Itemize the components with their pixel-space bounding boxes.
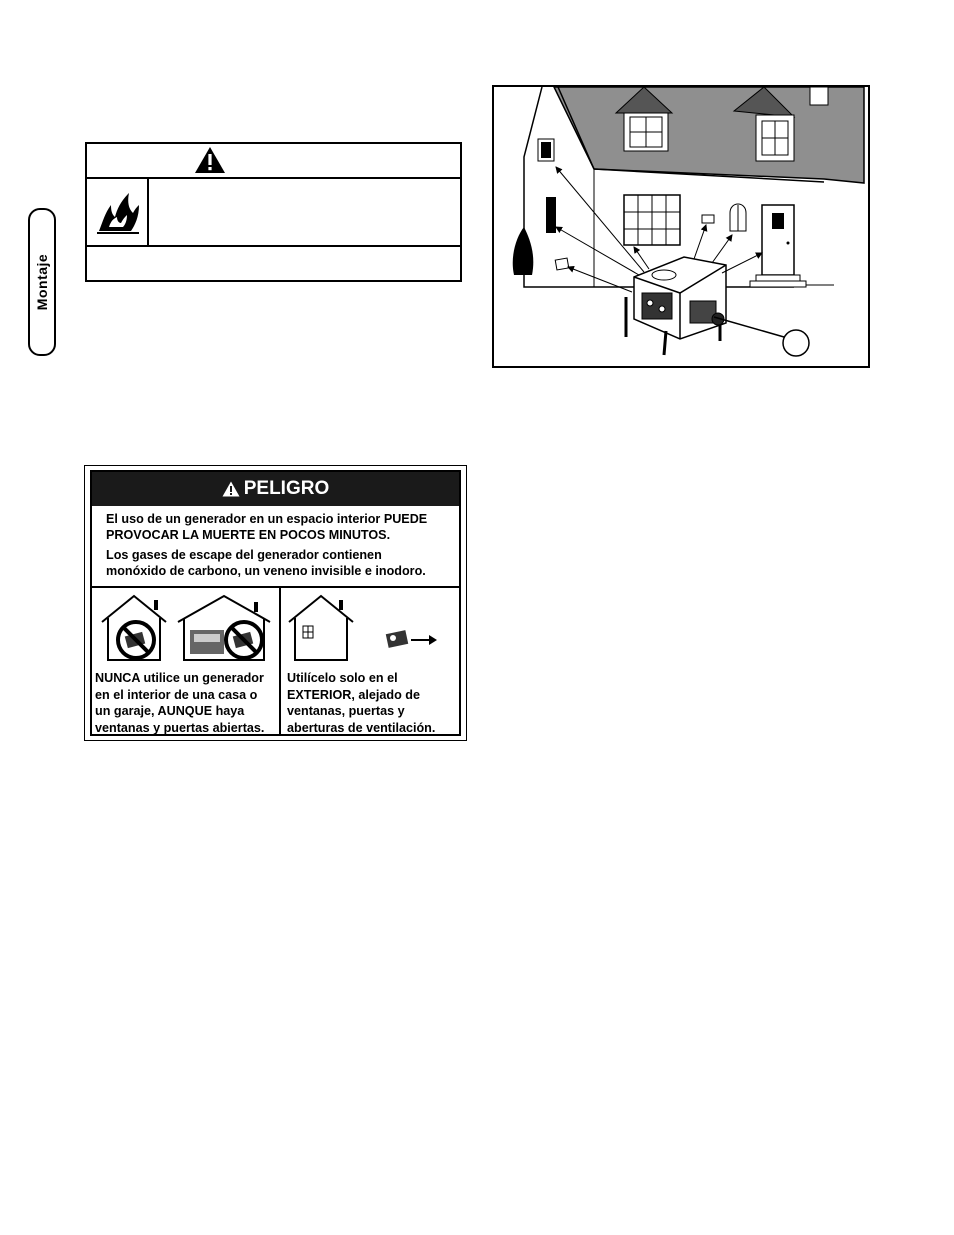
generator-outdoors-arrow-icon — [283, 592, 459, 670]
warning-footer — [87, 245, 460, 247]
danger-label-inner — [90, 470, 461, 736]
danger-label — [84, 465, 467, 741]
danger-intro-line: PROVOCAR LA MUERTE EN POCOS MINUTOS. — [106, 528, 391, 542]
section-tab-label: Montaje — [34, 253, 51, 311]
warning-triangle-icon — [222, 481, 240, 497]
callout-circle — [783, 330, 809, 356]
use-outdoors-panel — [281, 588, 459, 734]
fire-icon-cell — [87, 179, 149, 245]
never-text-line: un garaje, AUNQUE haya — [95, 704, 245, 718]
danger-intro-line: El uso de un generador en un espacio interior PUEDE — [106, 512, 428, 526]
never-text-line: NUNCA utilice un generador — [95, 671, 264, 685]
never-indoors-text — [95, 670, 277, 736]
outside-text-line: EXTERIOR, alejado de — [287, 687, 420, 702]
no-generator-indoors-icon — [94, 592, 280, 670]
danger-title: PELIGRO — [243, 478, 330, 499]
danger-panels — [92, 586, 459, 734]
danger-gas-line: monóxido de carbono, un veneno invisible e inodoro. — [106, 564, 426, 578]
danger-gas-line: Los gases de escape del generador contienen — [106, 548, 382, 562]
never-indoors-panel — [92, 588, 281, 734]
outside-text-line: Utilícelo solo en el — [287, 671, 398, 685]
generator-placement-figure — [492, 85, 870, 368]
fire-warning-box — [85, 142, 462, 282]
outside-text-line: aberturas de ventilación. — [287, 720, 436, 735]
danger-intro — [106, 511, 459, 543]
fire-flame-icon — [95, 187, 141, 235]
warning-header — [87, 144, 460, 179]
never-text-line: ventanas y puertas abiertas. — [95, 720, 265, 735]
house-illustration — [494, 87, 868, 366]
section-tab — [28, 208, 56, 356]
warning-triangle-icon — [194, 146, 226, 174]
use-outdoors-text — [287, 670, 457, 736]
outside-text-line: ventanas, puertas y — [287, 704, 405, 718]
danger-gas-text — [106, 547, 459, 579]
danger-title-bar — [92, 472, 459, 506]
danger-main-text — [92, 506, 459, 579]
never-text-line: en el interior de una casa o — [95, 687, 258, 702]
